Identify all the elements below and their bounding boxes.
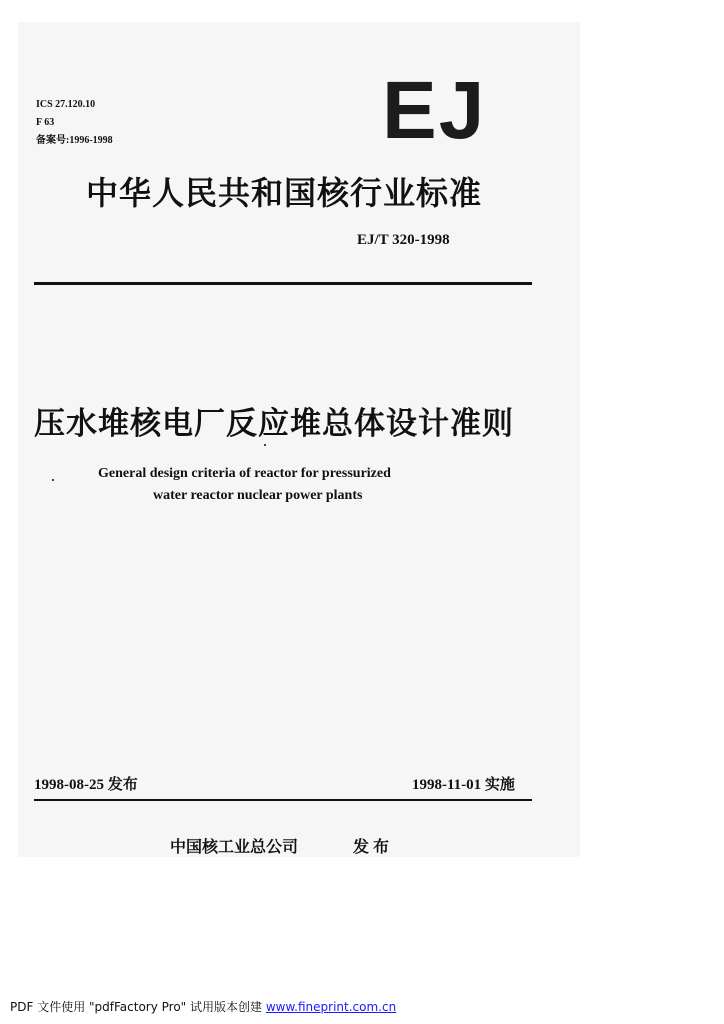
publisher-action: 发布 <box>353 837 394 856</box>
document-title-en-line2: water reactor nuclear power plants <box>153 488 363 503</box>
scan-speck <box>264 444 266 446</box>
classification-block <box>36 96 113 150</box>
pdf-footer <box>10 998 396 1015</box>
record-number: 备案号:1996-1998 <box>36 135 113 146</box>
ics-code: ICS 27.120.10 <box>36 99 96 110</box>
scan-speck <box>52 479 54 481</box>
footer-link[interactable]: www.fineprint.com.cn <box>265 1000 397 1014</box>
standard-category-title: 中华人民共和国核行业标准 <box>86 174 483 212</box>
date-divider <box>34 799 532 801</box>
standard-number: EJ/T 320-1998 <box>357 232 450 248</box>
issue-date: 1998-08-25 发布 <box>34 777 138 793</box>
header-divider <box>34 282 532 285</box>
document-title-en-line1: General design criteria of reactor for pressurized <box>98 466 391 481</box>
footer-text: PDF 文件使用 "pdfFactory Pro" 试用版本创建 <box>10 1000 266 1014</box>
ej-logo: EJ <box>382 65 487 156</box>
publisher-name: 中国核工业总公司 <box>170 837 299 856</box>
document-title-zh: 压水堆核电厂反应堆总体设计准则 <box>34 406 514 442</box>
effective-date: 1998-11-01 实施 <box>412 777 515 793</box>
f-code: F 63 <box>36 117 55 128</box>
